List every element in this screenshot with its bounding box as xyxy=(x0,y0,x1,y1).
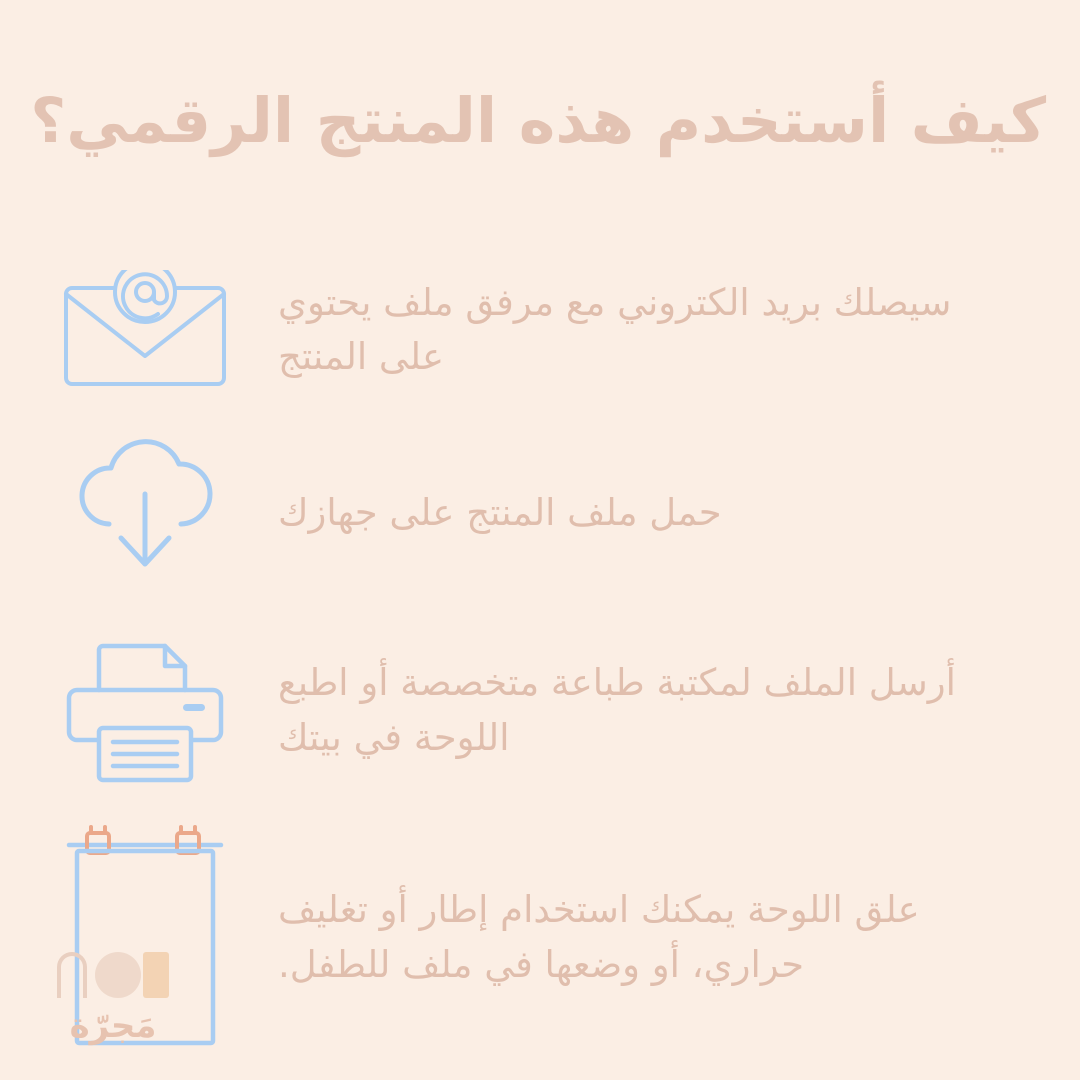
circle-shape-icon xyxy=(95,952,141,998)
square-shape-icon xyxy=(143,952,169,998)
email-envelope-icon xyxy=(40,240,250,421)
arch-shape-icon xyxy=(57,952,87,998)
steps-list xyxy=(0,240,1080,1060)
step-text: سيصلك بريد الكتروني مع مرفق ملف يحتوي على المنتج xyxy=(278,280,952,379)
cloud-download-icon xyxy=(40,421,250,606)
list-item xyxy=(0,240,1080,421)
brand-logo xyxy=(38,944,188,1054)
brand-name: مَجرّة xyxy=(69,1006,157,1046)
step-text: حمل ملف المنتج على جهازك xyxy=(278,490,722,534)
step-text: أرسل الملف لمكتبة طباعة متخصصة أو اطبع اللوحة في بيتك xyxy=(278,661,956,759)
list-item xyxy=(0,606,1080,816)
step-text: علق اللوحة يمكنك استخدام إطار أو تغليف حراري، أو وضعها في ملف للطفل. xyxy=(278,888,920,986)
printer-icon xyxy=(40,606,250,816)
list-item xyxy=(0,421,1080,606)
page-title: كيف أستخدم هذه المنتج الرقمي؟ xyxy=(30,84,1046,157)
brand-shapes xyxy=(57,944,169,1000)
